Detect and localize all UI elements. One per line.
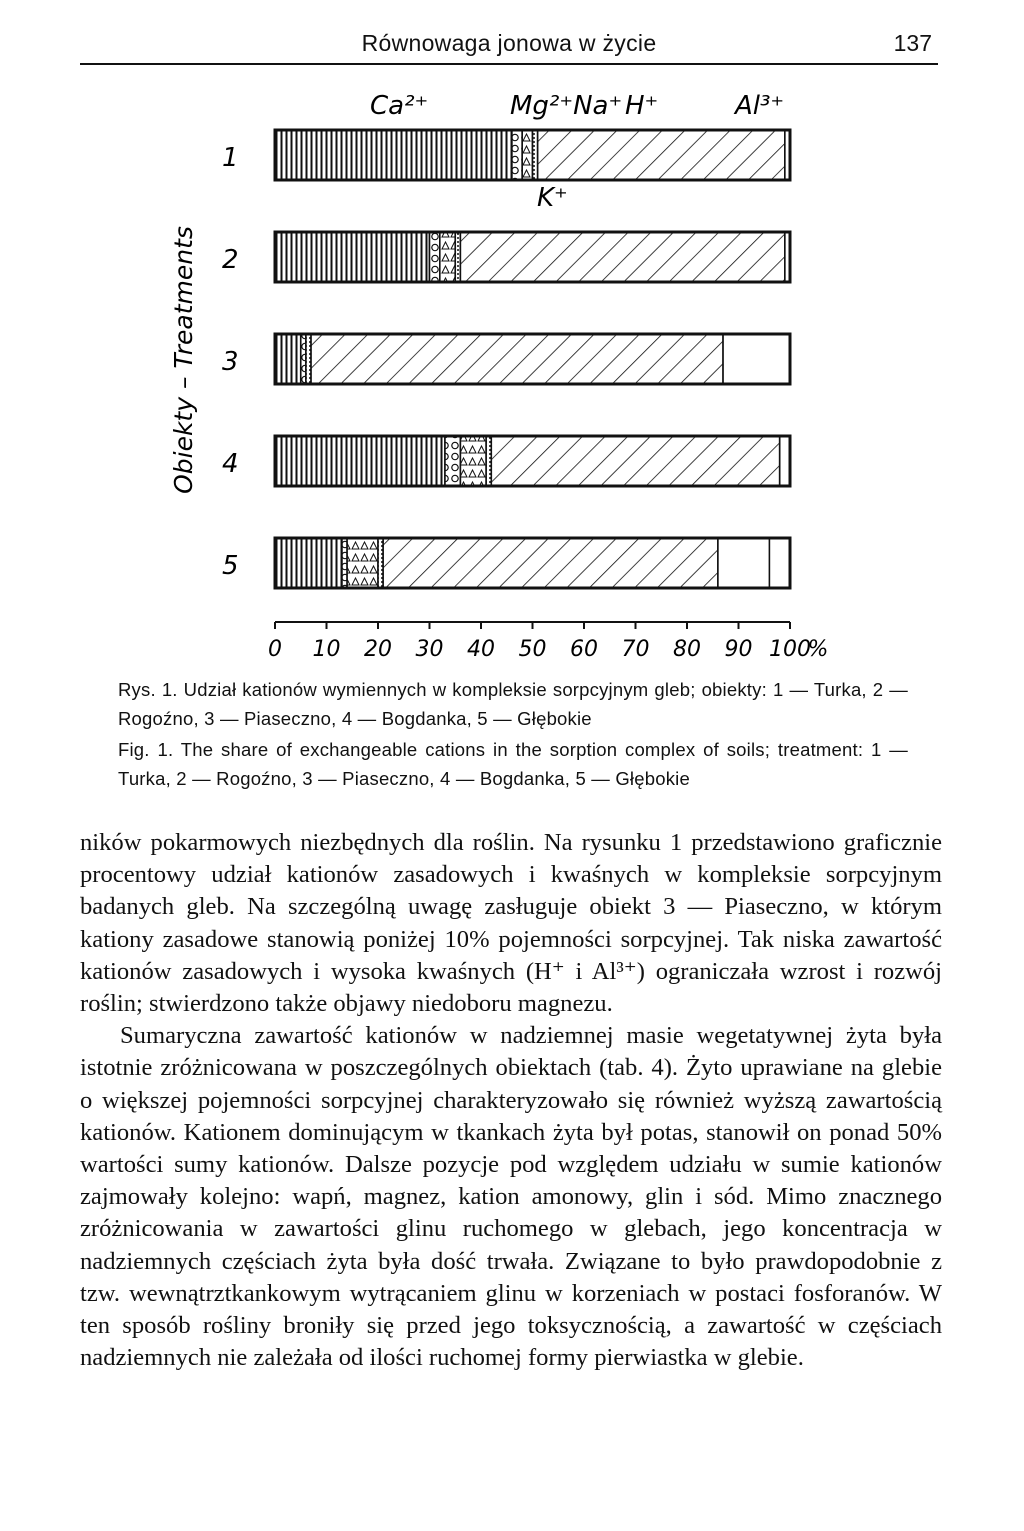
- bar-segment-2-3: [440, 232, 455, 282]
- x-tick-label-80: 80: [673, 637, 701, 662]
- body-paragraph-2: Sumaryczna zawartość kationów w nadziemnej masie wegetatywnej żyta była istotnie zróżnicowana w poszczególnych obiektach (tab. 4). Żyto uprawiane na glebie o większej pojemności sorpcyjnej charakteryzowało się również wyższą zawartością kationów. Kationem dominującym w tkankach żyta był potas, stanowił on ponad 50% wartości sumy kationów. Dalsze pozycje pod względem udziału w sumie kationów zajmowały kolejno: wapń, magnez, kation amonowy, glin i sód. Mimo znacznego zróżnicowania w zawartości glinu ruchomego w glebach, jego koncentracja w nadziemnych częściach żyta była dość trwała. Związane to było prawdopodobnie z tzw. wewnątrztkankowym wytrącaniem glinu w korzeniach w postaci fosforanów. W ten sposób rośliny broniły się przed jego toksycznością, a zawartość w częściach nadziemnych nie zależała od ilości ruchomej formy pierwiastka w glebie.: [80, 1022, 942, 1372]
- bar-segment-4-1: [275, 436, 445, 486]
- cation-share-chart: [0, 0, 1024, 680]
- cation-label-ca: Ca²⁺: [370, 91, 429, 121]
- bar-segment-3-1: [275, 334, 301, 384]
- bar-segment-5-6: [718, 538, 770, 588]
- category-label-4: 4: [222, 449, 239, 479]
- x-unit-label: %: [807, 637, 829, 662]
- cation-label-k: K⁺: [537, 183, 568, 213]
- stacked-bar-figure: [0, 0, 1024, 680]
- bar-segment-5-1: [275, 538, 342, 588]
- page-number: 137: [893, 30, 932, 56]
- x-tick-label-70: 70: [621, 637, 650, 662]
- bar-segment-2-5: [460, 232, 784, 282]
- x-tick-label-90: 90: [724, 637, 753, 662]
- x-tick-label-40: 40: [467, 637, 495, 662]
- bar-segment-1-2: [512, 130, 522, 180]
- category-label-1: 1: [222, 143, 239, 173]
- x-tick-label-50: 50: [518, 637, 547, 662]
- bars-group: [275, 130, 790, 588]
- category-labels: [222, 143, 239, 581]
- bar-segment-4-6: [780, 436, 790, 486]
- x-tick-label-30: 30: [415, 637, 444, 662]
- bar-segment-1-1: [275, 130, 512, 180]
- bar-segment-4-3: [460, 436, 486, 486]
- bar-segment-4-2: [445, 436, 460, 486]
- body-paragraph-1: ników pokarmowych niezbędnych dla roślin. Na rysunku 1 przedstawiono graficznie procentowy udział kationów zasadowych i kwaśnych w kompleksie sorpcyjnym badanych gleb. Na szczególną uwagę zasługuje obiekt 3 — Piaseczno, w którym kationy zasadowe stanowią poniżej 10% pojemności sorpcyjnej. Tak niska zawartość kationów zasadowych i wysoka kwaśnych (H⁺ i Al³⁺) ograniczała wzrost i rozwój roślin; stwierdzono także objawy niedoboru magnezu.: [80, 829, 942, 1018]
- caption-english: Fig. 1. The share of exchangeable cations in the sorption complex of soils; treatment: 1 — Turka, 2 — Rogoźno, 3 — Piaseczno, 4 — Bogdanka, 5 — Głębokie: [118, 739, 908, 789]
- cation-label-al: Al³⁺: [735, 91, 785, 121]
- bar-segment-5-5: [383, 538, 718, 588]
- category-label-3: 3: [222, 347, 239, 377]
- bar-segment-1-5: [538, 130, 785, 180]
- caption-polish: Rys. 1. Udział kationów wymiennych w kompleksie sorpcyjnym gleb; obiekty: 1 — Turka, 2 — Rogoźno, 3 — Piaseczno, 4 — Bogdanka, 5 — Głębokie: [118, 679, 908, 729]
- bar-segment-5-3: [347, 538, 378, 588]
- x-axis: [268, 622, 828, 662]
- category-label-2: 2: [222, 245, 239, 275]
- y-axis-label: Obiekty – Treatments: [169, 226, 198, 494]
- bar-segment-2-2: [430, 232, 440, 282]
- bar-segment-3-6: [723, 334, 790, 384]
- x-tick-label-20: 20: [364, 637, 392, 662]
- bar-segment-3-5: [311, 334, 723, 384]
- x-tick-label-100: 100: [769, 637, 811, 662]
- bar-segment-2-1: [275, 232, 430, 282]
- x-tick-label-0: 0: [268, 637, 282, 662]
- x-tick-label-10: 10: [312, 637, 341, 662]
- category-label-5: 5: [222, 551, 239, 581]
- cation-label-h: H⁺: [625, 91, 659, 121]
- bar-segment-1-3: [522, 130, 532, 180]
- body-text: [80, 827, 942, 1374]
- cation-label-mgna: Mg²⁺Na⁺: [510, 91, 623, 121]
- bar-segment-4-5: [491, 436, 779, 486]
- running-title: Równowaga jonowa w życie: [361, 30, 657, 56]
- x-tick-label-60: 60: [570, 637, 598, 662]
